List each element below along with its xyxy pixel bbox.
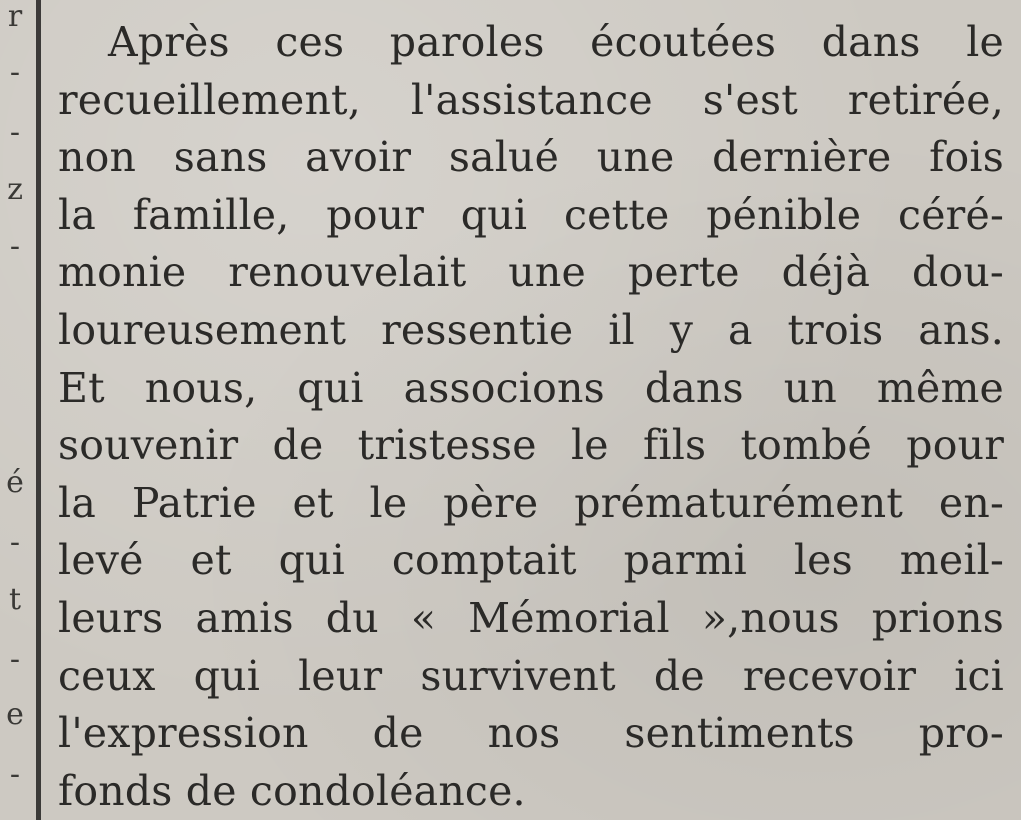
text-line: monie renouvelait une perte déjà dou- — [58, 248, 1004, 297]
text-line: fonds de condoléance. — [58, 766, 526, 815]
text-line: l'expression de nos sentiments pro- — [58, 709, 1004, 758]
margin-char: - — [9, 55, 21, 90]
margin-char: t — [8, 582, 22, 617]
margin-char: - — [9, 115, 21, 150]
text-line: ceux qui leur survivent de recevoir ici — [58, 651, 1004, 700]
text-line: Après ces paroles écoutées dans le — [108, 18, 1004, 66]
text-line: loureusement ressentie il y a trois ans. — [58, 305, 1004, 354]
text-line: la famille, pour qui cette pénible céré- — [58, 190, 1004, 239]
column-rule — [36, 0, 41, 820]
margin-char: - — [9, 757, 21, 792]
margin-char: - — [9, 229, 21, 264]
margin-char: - — [9, 525, 21, 560]
text-line: souvenir de tristesse le fils tombé pour — [58, 421, 1004, 470]
article-paragraph — [58, 14, 1004, 820]
margin-char: é — [6, 465, 24, 500]
margin-char: e — [6, 697, 24, 732]
text-line: non sans avoir salué une dernière fois — [58, 133, 1004, 182]
margin-char: - — [9, 642, 21, 677]
text-line: levé et qui comptait parmi les meil- — [58, 536, 1004, 585]
text-line: Et nous, qui associons dans un même — [58, 363, 1004, 412]
margin-char: r — [7, 0, 23, 34]
text-line: recueillement, l'assistance s'est retirée, — [58, 75, 1004, 124]
adjacent-column-fragment — [0, 0, 34, 820]
text-line: la Patrie et le père prématurément en- — [58, 478, 1004, 527]
margin-char: z — [7, 172, 23, 207]
text-line: leurs amis du « Mémorial »,nous prions — [58, 593, 1004, 642]
